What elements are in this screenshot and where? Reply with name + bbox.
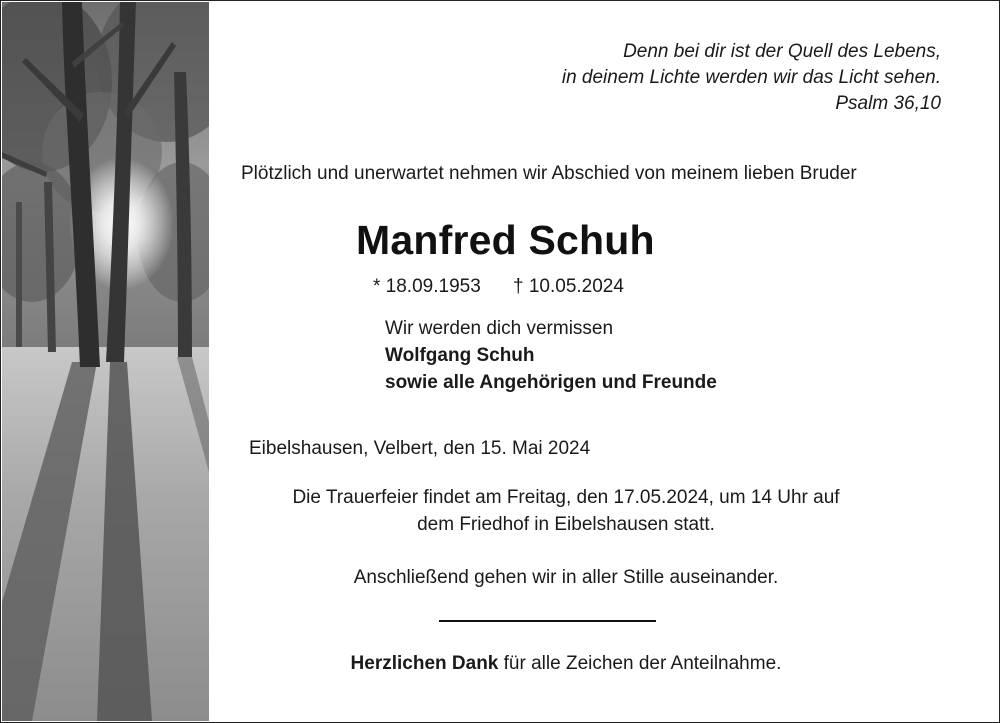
thanks-rest: für alle Zeichen der Anteilnahme. bbox=[498, 653, 782, 674]
forest-sunlight-photo bbox=[2, 2, 209, 721]
thanks-text bbox=[211, 650, 921, 677]
mourners-line-3: sowie alle Angehörigen und Freunde bbox=[385, 372, 717, 393]
mourner-name: Wolfgang Schuh bbox=[385, 345, 535, 366]
farewell-text: Anschließend gehen wir in aller Stille auseinander. bbox=[353, 567, 779, 588]
quote-source: Psalm 36,10 bbox=[835, 93, 941, 114]
funeral-line-1: Die Trauerfeier findet am Freitag, den 17.05.2024, um 14 Uhr auf bbox=[292, 487, 840, 508]
birth-date: * 18.09.1953 bbox=[373, 276, 481, 297]
funeral-line-2: dem Friedhof in Eibelshausen statt. bbox=[417, 514, 715, 535]
mourners-line-1: Wir werden dich vermissen bbox=[385, 318, 614, 339]
death-date: † 10.05.2024 bbox=[513, 276, 624, 297]
intro-text: Plötzlich und unerwartet nehmen wir Abschied von meinem lieben Bruder bbox=[241, 163, 857, 184]
thanks-bold: Herzlichen Dank bbox=[350, 653, 499, 674]
notice-content bbox=[211, 1, 997, 722]
deceased-name: Manfred Schuh bbox=[356, 217, 655, 263]
quote-line-1: Denn bei dir ist der Quell des Lebens, bbox=[623, 41, 941, 62]
quote-line-2: in deinem Lichte werden wir das Licht sehen. bbox=[561, 67, 941, 88]
place-date: Eibelshausen, Velbert, den 15. Mai 2024 bbox=[249, 438, 591, 459]
divider-line bbox=[439, 620, 656, 622]
